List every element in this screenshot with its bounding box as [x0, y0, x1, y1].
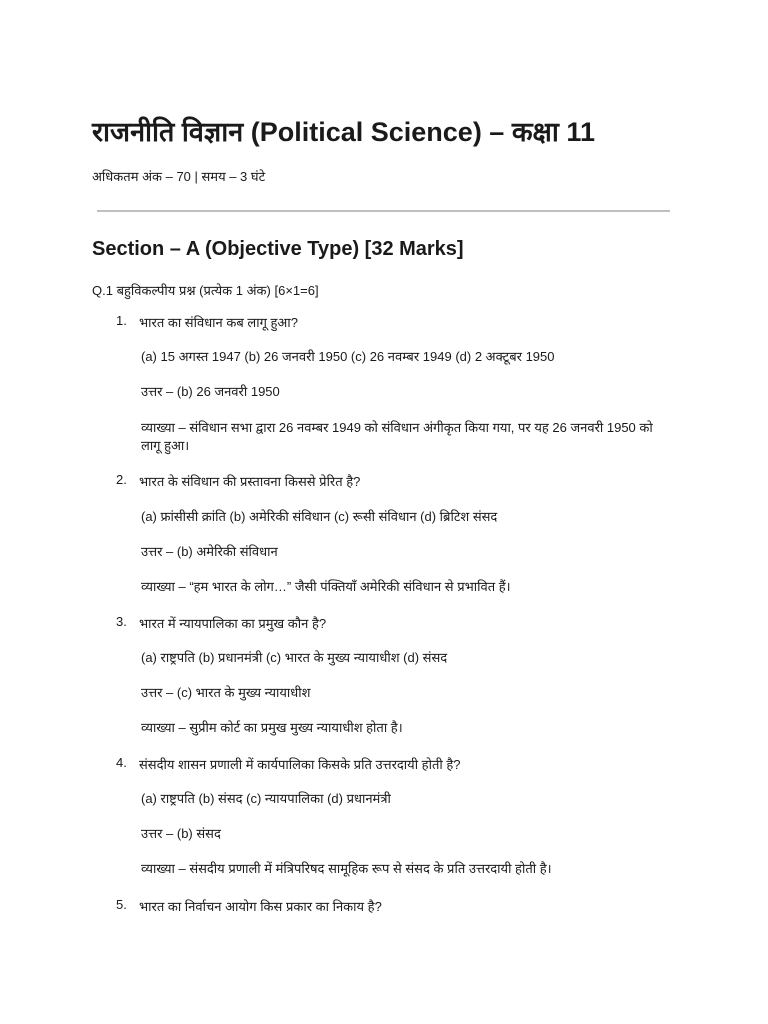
question-text: भारत के संविधान की प्रस्तावना किससे प्रेरित है? — [139, 474, 361, 489]
question-text: संसदीय शासन प्रणाली में कार्यपालिका किसके प्रति उत्तरदायी होती है? — [139, 757, 461, 772]
question-answer: उत्तर – (b) 26 जनवरी 1950 — [141, 384, 280, 399]
question-explanation: व्याख्या – सुप्रीम कोर्ट का प्रमुख मुख्य न्यायाधीश होता है। — [141, 720, 403, 735]
question-options: (a) राष्ट्रपति (b) प्रधानमंत्री (c) भारत के मुख्य न्यायाधीश (d) संसद — [141, 650, 448, 665]
question-options: (a) फ्रांसीसी क्रांति (b) अमेरिकी संविधान (c) रूसी संविधान (d) ब्रिटिश संसद — [141, 509, 498, 524]
question-answer: उत्तर – (c) भारत के मुख्य न्यायाधीश — [141, 685, 311, 700]
question-group-header: Q.1 बहुविकल्पीय प्रश्न (प्रत्येक 1 अंक) [6×1=6] — [92, 283, 319, 298]
question-options: (a) राष्ट्रपति (b) संसद (c) न्यायपालिका (d) प्रधानमंत्री — [141, 791, 391, 806]
question-number: 5. — [116, 897, 127, 912]
exam-meta: अधिकतम अंक – 70 | समय – 3 घंटे — [92, 169, 266, 184]
question-text: भारत का निर्वाचन आयोग किस प्रकार का निकाय है? — [139, 899, 382, 914]
question-explanation: व्याख्या – “हम भारत के लोग…” जैसी पंक्तियाँ अमेरिकी संविधान से प्रभावित हैं। — [141, 579, 511, 594]
page-title: राजनीति विज्ञान (Political Science) – कक्षा 11 — [92, 117, 595, 147]
question-number: 3. — [116, 614, 127, 629]
question-options: (a) 15 अगस्त 1947 (b) 26 जनवरी 1950 (c) 26 नवम्बर 1949 (d) 2 अक्टूबर 1950 — [141, 349, 555, 364]
question-explanation: व्याख्या – संसदीय प्रणाली में मंत्रिपरिषद सामूहिक रूप से संसद के प्रति उत्तरदायी होती है। — [141, 861, 552, 876]
question-text: भारत में न्यायपालिका का प्रमुख कौन है? — [139, 616, 327, 631]
question-number: 2. — [116, 472, 127, 487]
question-number: 4. — [116, 755, 127, 770]
question-text: भारत का संविधान कब लागू हुआ? — [139, 315, 298, 330]
divider — [97, 210, 670, 212]
section-title: Section – A (Objective Type) [32 Marks] — [92, 238, 464, 260]
question-answer: उत्तर – (b) अमेरिकी संविधान — [141, 544, 278, 559]
question-answer: उत्तर – (b) संसद — [141, 826, 221, 841]
question-number: 1. — [116, 313, 127, 328]
question-explanation: व्याख्या – संविधान सभा द्वारा 26 नवम्बर 1949 को संविधान अंगीकृत किया गया, पर यह 26 जनवरी 1950 को लागू हुआ। — [141, 420, 653, 453]
